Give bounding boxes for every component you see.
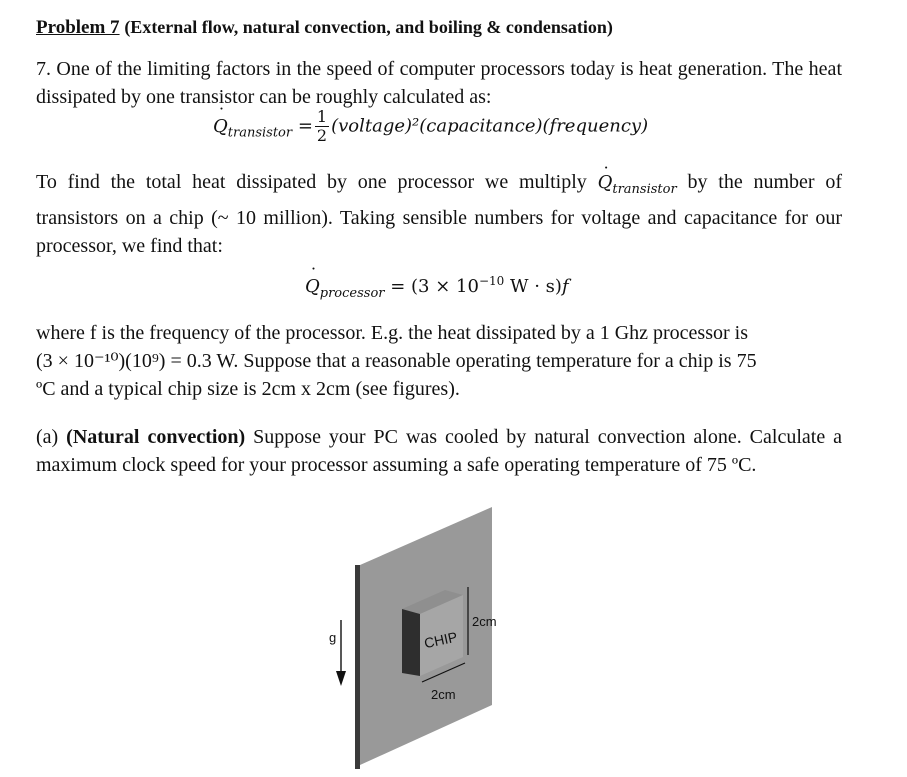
board-edge (355, 565, 360, 769)
height-label: 2cm (472, 614, 497, 629)
part-a-bold: (Natural convection) (66, 426, 246, 448)
eq2-exponent: −10 (478, 274, 505, 288)
half-fraction (315, 108, 329, 145)
fraction-numerator: 1 (316, 107, 328, 126)
width-label: 2cm (431, 687, 456, 702)
para3-line2: (3 × 10⁻¹⁰)(10⁹) = 0.3 W. Suppose that a reasonable operating temperature for a chip is 75 (36, 350, 757, 372)
problem-heading (36, 17, 613, 39)
chip-side-face (402, 609, 420, 676)
part-a-paragraph (36, 423, 842, 479)
eq1-subscript: transistor (227, 125, 293, 141)
chip-label: CHIP (422, 628, 459, 652)
chip-figure (310, 495, 510, 775)
para2-after: by the number of transistors on a chip (~ 10 million). Taking sensible numbers for voltage and capacitance for our processor, we find that: (36, 171, 843, 257)
para3-line1: where f is the frequency of the processor. E.g. the heat dissipated by a 1 Ghz processor is (36, 322, 749, 344)
intro-text: 7. One of the limiting factors in the speed of computer processors today is heat generation. The heat dissipated by one transistor can be roughly calculated as: (36, 58, 842, 108)
eq2-rhs-open: = (3 × 10 (390, 276, 479, 297)
eq2-rhs-close: W · s) (504, 276, 562, 297)
intro-paragraph (36, 55, 842, 111)
para2-before: To find the total heat dissipated by one processor we multiply (36, 171, 587, 193)
q-transistor-inline: ˙ $Q_{transistor}$ (598, 172, 677, 193)
eq1-rhs: (voltage)²(capacitance)(frequency) (331, 115, 649, 137)
gravity-arrow-head (336, 671, 346, 686)
processor-paragraph (36, 168, 842, 260)
gravity-label: g (329, 630, 337, 645)
example-paragraph (36, 319, 842, 403)
para3-line3: ºC and a typical chip size is 2cm x 2cm (see figures). (36, 378, 460, 400)
eq1-equals: = (297, 115, 313, 137)
eq2-subscript: processor (319, 286, 385, 301)
fraction-denominator: 2 (316, 126, 328, 145)
transistor-heat-equation (213, 108, 648, 145)
q-dot-symbol: ˙ Q (213, 116, 228, 137)
part-a-text: Suppose your PC was cooled by natural convection alone. Calculate a maximum clock speed for your processor assuming a safe operating temperature of 75 ºC. (36, 426, 843, 476)
processor-heat-equation: ˙ $Q_{processor} = (3 \times 10^{-10}$ W · s)f (305, 274, 569, 301)
problem-topic: (External flow, natural convection, and boiling & condensation) (124, 17, 613, 37)
part-a-label: (a) (36, 426, 59, 448)
para2-q-subscript: transistor (612, 182, 677, 197)
problem-label: Problem 7 (36, 17, 120, 38)
eq2-variable: f (561, 276, 569, 297)
